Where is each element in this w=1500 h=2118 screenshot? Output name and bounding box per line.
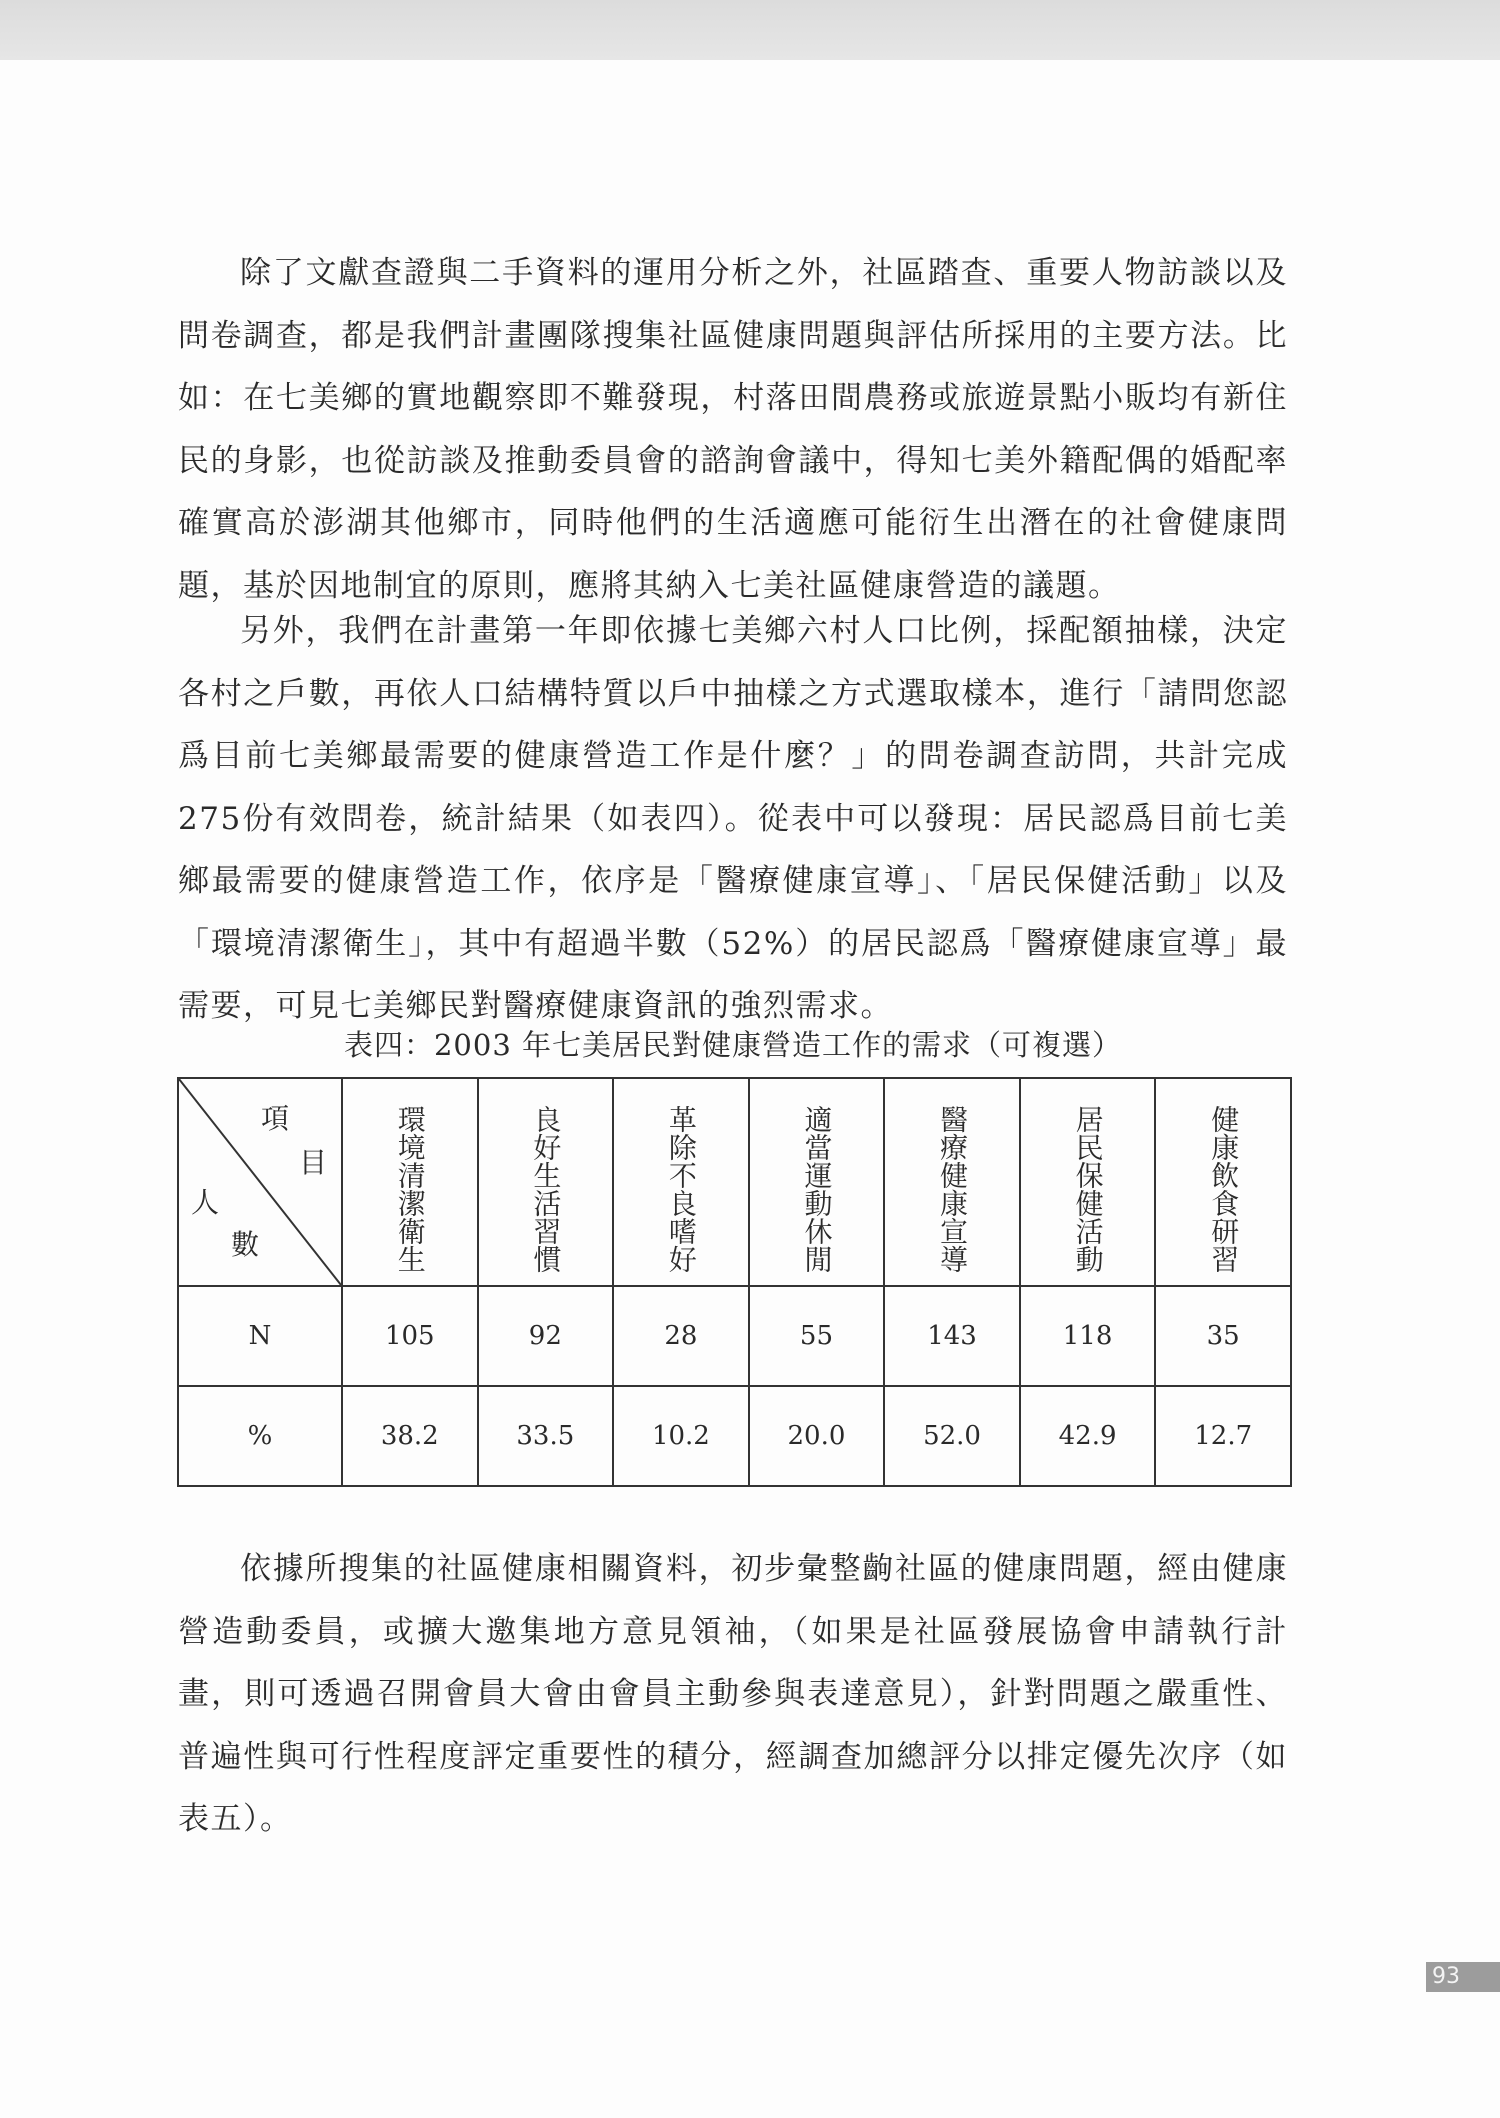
page-number: 93 bbox=[1426, 1962, 1500, 1992]
table-cell: 92 bbox=[478, 1286, 614, 1386]
column-header bbox=[1020, 1078, 1156, 1286]
column-header bbox=[478, 1078, 614, 1286]
table-cell: 38.2 bbox=[342, 1386, 478, 1486]
paragraph-survey: 另外，我們在計畫第一年即依據七美鄉六村人口比例，採配額抽樣，決定各村之戶數，再依人口結構特質以戶中抽樣之方式選取樣本，進行「請問您認爲目前七美鄉最需要的健康營造工作是什麼？」的問卷調查訪問，共計完成275份有效問卷，統計結果（如表四）。從表中可以發現：居民認爲目前七美鄉最需要的健康營造工作，依序是「醫療健康宣導」、「居民保健活動」以及「環境清潔衛生」，其中有超過半數（52%）的居民認爲「醫療健康宣導」最需要，可見七美鄉民對醫療健康資訊的強烈需求。 bbox=[178, 613, 1288, 1024]
column-header-label: 居民保健活動 bbox=[1071, 1105, 1105, 1273]
health-needs-table bbox=[177, 1077, 1292, 1487]
paragraph-prioritization: 依據所搜集的社區健康相關資料，初步彙整齣社區的健康問題，經由健康營造動委員，或擴大邀集地方意見領袖，（如果是社區發展協會申請執行計畫，則可透過召開會員大會由會員主動參與表達意見），針對問題之嚴重性、普遍性與可行性程度評定重要性的積分，經調查加總評分以排定優先次序（如表五）。 bbox=[178, 1551, 1288, 1837]
table-cell: 42.9 bbox=[1020, 1386, 1156, 1486]
table-row-percent bbox=[178, 1386, 1291, 1486]
corner-label-xiang: 項 bbox=[261, 1102, 290, 1135]
table-cell: 33.5 bbox=[478, 1386, 614, 1486]
column-header-label: 適當運動休閒 bbox=[800, 1105, 834, 1273]
column-header bbox=[1155, 1078, 1291, 1286]
table-cell: 35 bbox=[1155, 1286, 1291, 1386]
column-header bbox=[884, 1078, 1020, 1286]
column-header bbox=[342, 1078, 478, 1286]
table-caption: 表四：2003 年七美居民對健康營造工作的需求（可複選） bbox=[343, 1028, 1123, 1062]
column-header bbox=[613, 1078, 749, 1286]
column-header-label: 環境清潔衛生 bbox=[393, 1105, 427, 1273]
column-header-label: 良好生活習慣 bbox=[529, 1105, 563, 1273]
table-cell: 55 bbox=[749, 1286, 885, 1386]
table-cell: 10.2 bbox=[613, 1386, 749, 1486]
table-cell: 52.0 bbox=[884, 1386, 1020, 1486]
corner-label-ren: 人 bbox=[191, 1186, 220, 1219]
column-header-label: 健康飲食研習 bbox=[1207, 1105, 1241, 1273]
table-cell: 28 bbox=[613, 1286, 749, 1386]
column-header-label: 革除不良嗜好 bbox=[664, 1105, 698, 1273]
row-label: % bbox=[178, 1386, 342, 1486]
column-header bbox=[749, 1078, 885, 1286]
corner-diagonal-line bbox=[179, 1079, 341, 1285]
table-header-row bbox=[178, 1078, 1291, 1286]
column-header-label: 醫療健康宣導 bbox=[936, 1105, 970, 1273]
table-row-count bbox=[178, 1286, 1291, 1386]
table-corner-cell bbox=[178, 1078, 342, 1286]
corner-label-shu: 數 bbox=[231, 1228, 260, 1261]
table-cell: 20.0 bbox=[749, 1386, 885, 1486]
table-cell: 118 bbox=[1020, 1286, 1156, 1386]
table-cell: 105 bbox=[342, 1286, 478, 1386]
row-label: N bbox=[178, 1286, 342, 1386]
corner-label-mu: 目 bbox=[299, 1146, 328, 1179]
paragraph-methods: 除了文獻查證與二手資料的運用分析之外，社區踏查、重要人物訪談以及問卷調查，都是我們計畫團隊搜集社區健康問題與評估所採用的主要方法。比如：在七美鄉的實地觀察即不難發現，村落田間農務或旅遊景點小販均有新住民的身影，也從訪談及推動委員會的諮詢會議中，得知七美外籍配偶的婚配率確實高於澎湖其他鄉市，同時他們的生活適應可能衍生出潛在的社會健康問題，基於因地制宜的原則，應將其納入七美社區健康營造的議題。 bbox=[178, 255, 1288, 604]
scan-top-band bbox=[0, 0, 1500, 60]
table-cell: 143 bbox=[884, 1286, 1020, 1386]
table-cell: 12.7 bbox=[1155, 1386, 1291, 1486]
